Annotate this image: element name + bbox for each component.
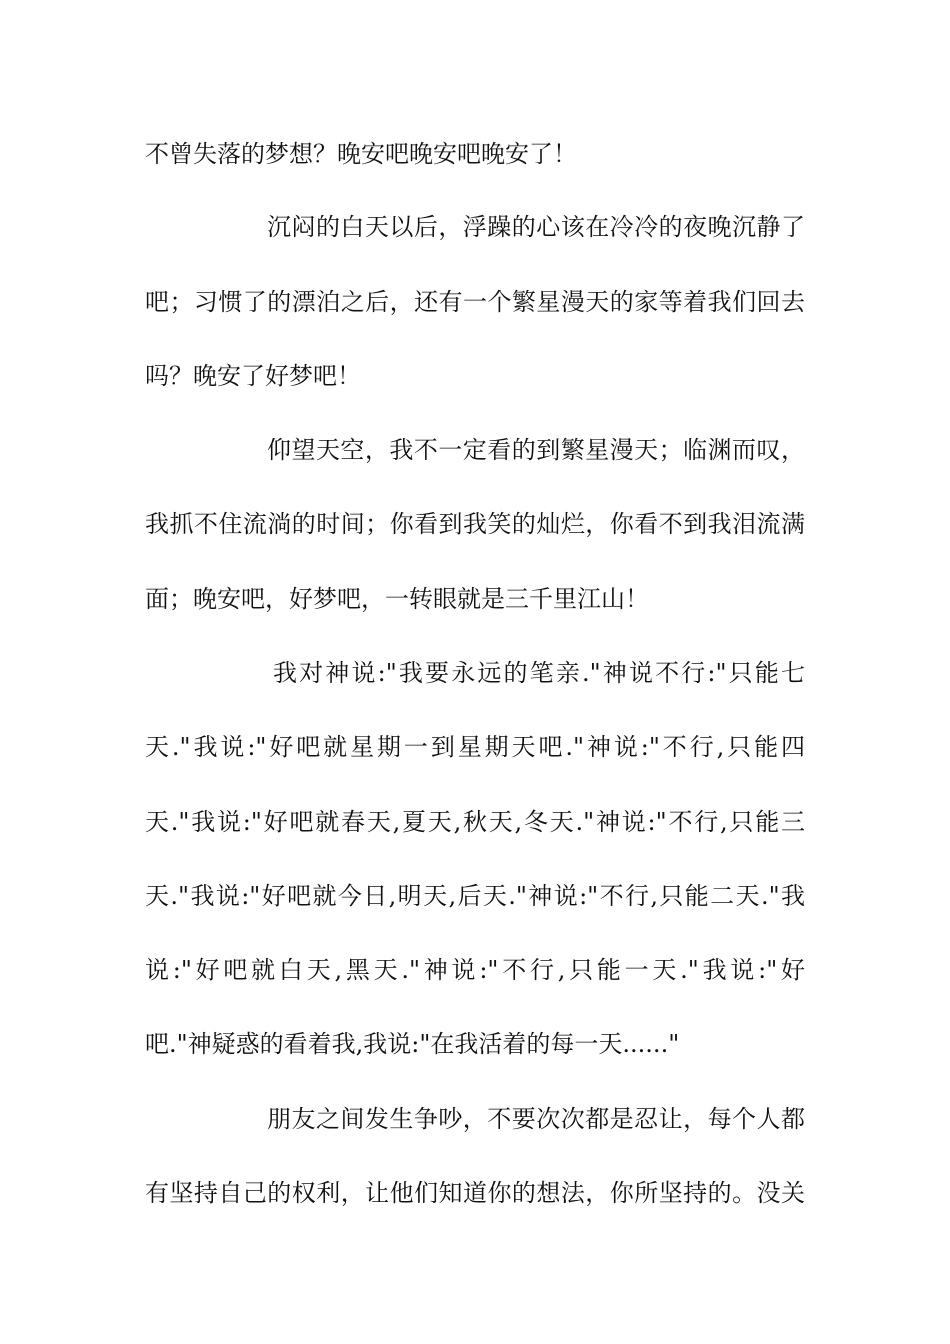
paragraph-line: 天."我说:"好吧就春天,夏天,秋天,冬天."神说:"不行,只能三 [145,808,805,836]
paragraph-line: 朋友之间发生争吵，不要次次都是忍让，每个人都 [267,1105,805,1133]
paragraph-line: 吗？晚安了好梦吧！ [145,362,361,390]
paragraph-line: 天."我说:"好吧就今日,明天,后天."神说:"不行,只能二天."我 [145,882,805,910]
paragraph-line: 有坚持自己的权利，让他们知道你的想法，你所坚持的。没关 [145,1179,805,1207]
paragraph-line: 我抓不住流淌的时间；你看到我笑的灿烂，你看不到我泪流满 [145,510,805,538]
paragraph-line: 天."我说:"好吧就星期一到星期天吧."神说:"不行,只能四 [145,733,805,761]
paragraph-line: 面；晚安吧，好梦吧，一转眼就是三千里江山！ [145,585,649,613]
paragraph-line: 仰望天空，我不一定看的到繁星漫天；临渊而叹， [267,436,805,464]
paragraph-line: 沉闷的白天以后，浮躁的心该在冷冷的夜晚沉静了 [267,213,805,241]
paragraph-line: 不曾失落的梦想？晚安吧晚安吧晚安了！ [145,140,577,168]
paragraph-line: 说:"好吧就白天,黑天."神说:"不行,只能一天."我说:"好 [145,956,805,984]
paragraph-line: 我对神说:"我要永远的笔亲."神说不行:"只能七 [273,659,805,687]
paragraph-line: 吧."神疑惑的看着我,我说:"在我活着的每一天......" [145,1030,680,1058]
paragraph-line: 吧；习惯了的漂泊之后，还有一个繁星漫天的家等着我们回去 [145,288,805,316]
